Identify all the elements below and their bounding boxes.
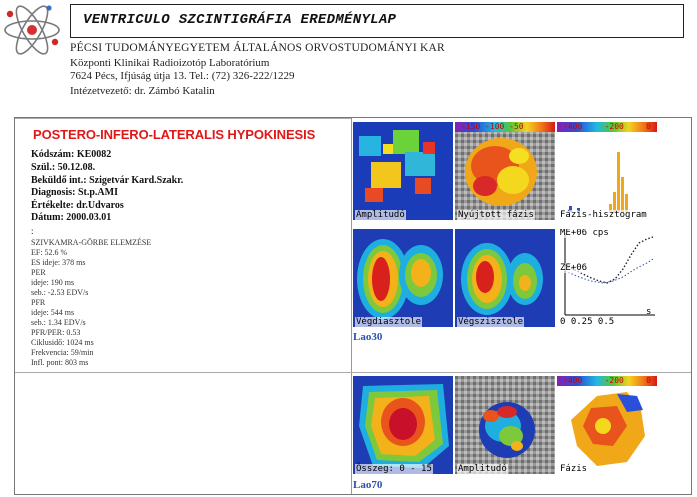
curve-mid-label: ZE+06 bbox=[560, 263, 588, 273]
measurement-line: Infl. pont: 803 ms bbox=[31, 358, 89, 367]
laboratory-name: Központi Klinikai Radioizotóp Laboratórium bbox=[70, 57, 270, 69]
measurement-line: PER bbox=[31, 268, 46, 277]
phase-histogram bbox=[557, 122, 657, 220]
measurement-line: Frekvencia: 59/min bbox=[31, 348, 94, 357]
measurement-line: seb.: -2.53 EDV/s bbox=[31, 288, 89, 297]
end-diastole-image bbox=[353, 229, 453, 327]
atom-logo-icon bbox=[2, 2, 62, 58]
histogram-scale: -400 -200 0 bbox=[563, 122, 651, 131]
measurement-line: Ciklusidő: 1024 ms bbox=[31, 338, 94, 347]
phase2-scale: -400 -200 0 bbox=[563, 376, 651, 385]
phase2-label: Fázis bbox=[560, 464, 588, 474]
end-systole-image bbox=[455, 229, 555, 327]
institution-name: PÉCSI TUDOMÁNYEGYETEM ÁLTALÁNOS ORVOSTUDOMÁNYI KAR bbox=[70, 42, 445, 54]
end-systole-label: Végszisztole bbox=[458, 317, 524, 327]
field-row: Dátum: 2000.03.01 bbox=[31, 212, 112, 223]
end-diastole-label: Végdiasztole bbox=[356, 317, 422, 327]
curve-top-label: ME+06 cps bbox=[560, 229, 609, 238]
measurement-line: PFR bbox=[31, 298, 46, 307]
view-label-lao30: Lao30 bbox=[353, 331, 383, 343]
separator-mark: : bbox=[31, 226, 34, 236]
measurement-line: PFR/PER: 0.53 bbox=[31, 328, 81, 337]
histogram-label: Fázis-hisztogram bbox=[560, 210, 647, 220]
report-title: VENTRICULO SZCINTIGRÁFIA EREDMÉNYLAP bbox=[70, 4, 684, 38]
phase-image-lao70 bbox=[557, 376, 657, 474]
institution-director: Intézetvezető: dr. Zámbó Katalin bbox=[70, 85, 215, 97]
measurement-line: seb.: 1.34 EDV/s bbox=[31, 318, 86, 327]
field-row: Diagnosis: St.p.AMI bbox=[31, 187, 118, 198]
measurement-line: ideje: 190 ms bbox=[31, 278, 75, 287]
curve-unit-label: s bbox=[646, 307, 652, 317]
amplitude-label: Amplitudó bbox=[356, 210, 405, 220]
phase-label: Nyújtott fázis bbox=[458, 210, 534, 220]
view-label-lao70: Lao70 bbox=[353, 479, 383, 491]
column-divider bbox=[351, 118, 352, 494]
sum-label: Összeg: 0 - 15 bbox=[356, 464, 432, 474]
field-row: Beküldő int.: Szigetvár Kard.Szakr. bbox=[31, 175, 184, 186]
phase-image bbox=[455, 122, 555, 220]
phase-scale: -150 -100 -50 bbox=[461, 122, 524, 131]
measurement-line: SZIVKAMRA-GÖRBE ELEMZÉSE bbox=[31, 238, 152, 247]
diagnosis-heading: POSTERO-INFERO-LATERALIS HYPOKINESIS bbox=[33, 127, 316, 142]
institution-address: 7624 Pécs, Ifjúság útja 13. Tel.: (72) 326-222/1229 bbox=[70, 70, 295, 82]
sum-image bbox=[353, 376, 453, 474]
field-row: Szül.: 50.12.08. bbox=[31, 162, 96, 173]
amplitude-image bbox=[353, 122, 453, 220]
amplitude2-label: Amplitudó bbox=[458, 464, 507, 474]
row-divider bbox=[351, 372, 691, 373]
row-divider bbox=[15, 118, 351, 119]
measurement-line: ideje: 544 ms bbox=[31, 308, 75, 317]
field-row: Értékelte: dr.Udvaros bbox=[31, 200, 124, 211]
field-row: Kódszám: KE0082 bbox=[31, 149, 112, 160]
volume-curve bbox=[557, 229, 657, 327]
measurement-line: ES ideje: 378 ms bbox=[31, 258, 86, 267]
amplitude-image-lao70 bbox=[455, 376, 555, 474]
row-divider bbox=[15, 372, 351, 373]
measurement-line: EF: 52.6 % bbox=[31, 248, 68, 257]
curve-axis-label: 0 0.25 0.5 bbox=[560, 317, 615, 327]
